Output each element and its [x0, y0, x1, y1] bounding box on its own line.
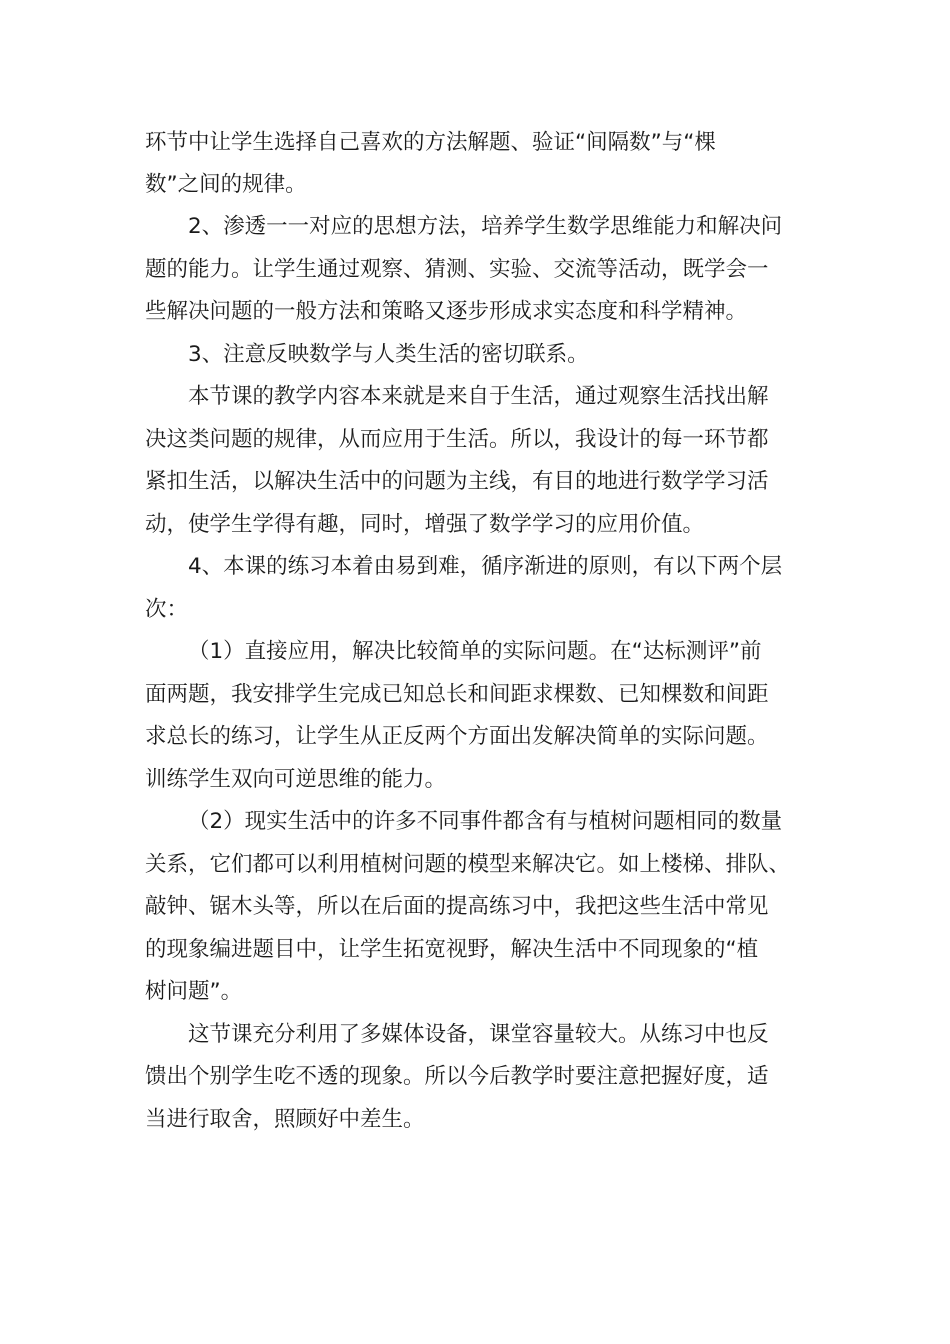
text-line: 些解决问题的一般方法和策略又逐步形成求实态度和科学精神。 [145, 299, 748, 324]
text-line: （1）直接应用，解决比较简单的实际问题。在“达标测评”前 [188, 639, 762, 664]
text-line: 题的能力。让学生通过观察、猜测、实验、交流等活动，既学会一 [145, 257, 769, 282]
text-line: 敲钟、锯木头等，所以在后面的提高练习中，我把这些生活中常见 [145, 894, 769, 919]
text-line: 求总长的练习，让学生从正反两个方面出发解决简单的实际问题。 [145, 724, 769, 749]
text-line: 数”之间的规律。 [145, 172, 307, 197]
text-line: 面两题，我安排学生完成已知总长和间距求棵数、已知棵数和间距 [145, 682, 769, 707]
text-line: 关系，它们都可以利用植树问题的模型来解决它。如上楼梯、排队、 [145, 852, 791, 877]
text-line: （2）现实生活中的许多不同事件都含有与植树问题相同的数量 [188, 809, 783, 834]
text-line: 训练学生双向可逆思维的能力。 [145, 767, 447, 792]
text-line: 动，使学生学得有趣，同时，增强了数学学习的应用价值。 [145, 512, 705, 537]
text-line: 环节中让学生选择自己喜欢的方法解题、验证“间隔数”与“棵 [145, 130, 716, 155]
text-line: 2、渗透一一对应的思想方法，培养学生数学思维能力和解决问 [188, 214, 783, 239]
text-line: 紧扣生活，以解决生活中的问题为主线，有目的地进行数学学习活 [145, 469, 769, 494]
text-line: 本节课的教学内容本来就是来自于生活，通过观察生活找出解 [188, 384, 769, 409]
text-line: 这节课充分利用了多媒体设备，课堂容量较大。从练习中也反 [188, 1022, 769, 1047]
text-line: 3、注意反映数学与人类生活的密切联系。 [188, 342, 589, 367]
text-line: 次： [145, 597, 189, 622]
text-line: 树问题”。 [145, 979, 243, 1004]
text-line: 的现象编进题目中，让学生拓宽视野，解决生活中不同现象的“植 [145, 937, 759, 962]
text-line: 4、本课的练习本着由易到难，循序渐进的原则，有以下两个层 [188, 554, 783, 579]
text-line: 当进行取舍，照顾好中差生。 [145, 1107, 425, 1132]
text-line: 馈出个别学生吃不透的现象。所以今后教学时要注意把握好度，适 [145, 1064, 769, 1089]
text-line: 决这类问题的规律，从而应用于生活。所以，我设计的每一环节都 [145, 427, 769, 452]
